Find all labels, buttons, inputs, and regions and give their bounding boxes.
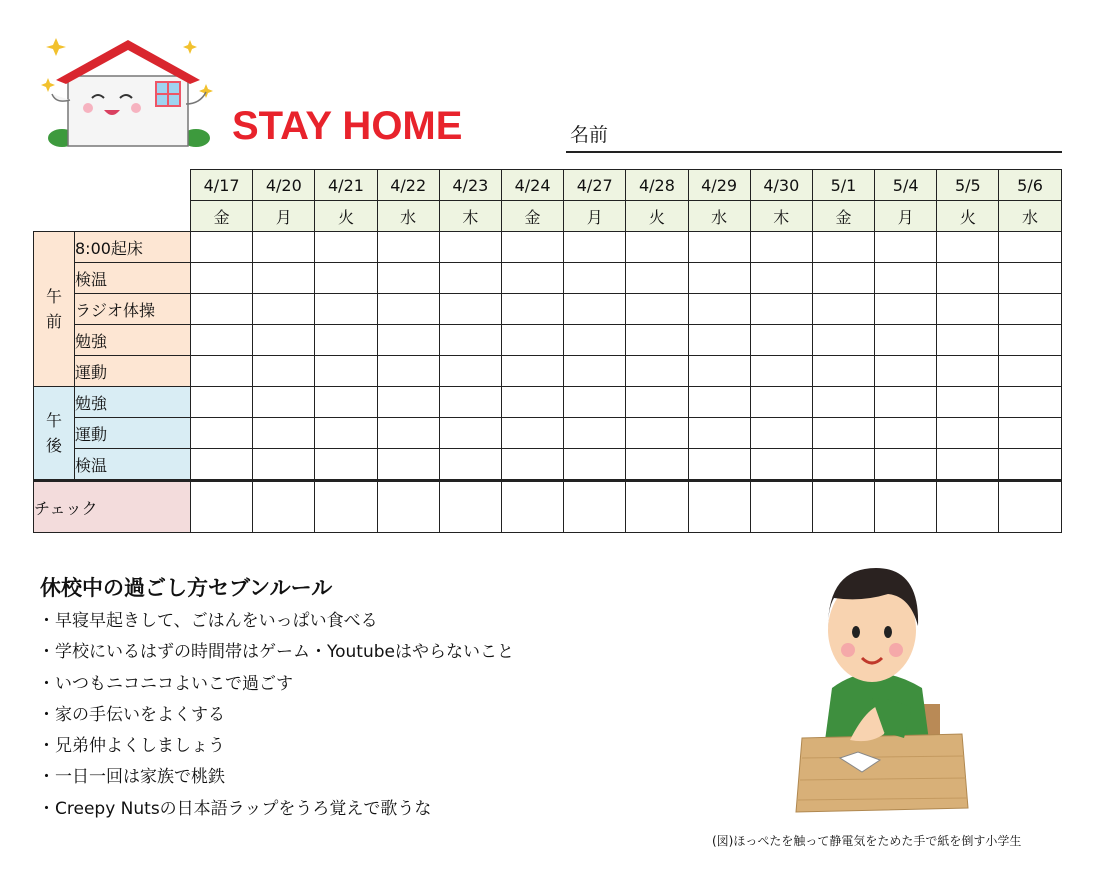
check-cell[interactable] bbox=[688, 294, 750, 325]
check-cell[interactable] bbox=[315, 387, 377, 418]
check-cell[interactable] bbox=[875, 449, 937, 481]
check-cell[interactable] bbox=[688, 325, 750, 356]
date-header: 4/24 bbox=[501, 170, 563, 201]
check-cell[interactable] bbox=[501, 232, 563, 263]
check-cell[interactable] bbox=[439, 418, 501, 449]
day-header: 水 bbox=[377, 201, 439, 232]
activity-label: 勉強 bbox=[75, 325, 191, 356]
date-header: 4/27 bbox=[564, 170, 626, 201]
check-cell[interactable] bbox=[937, 325, 999, 356]
check-cell[interactable] bbox=[812, 449, 874, 481]
activity-label: 勉強 bbox=[75, 387, 191, 418]
day-header: 金 bbox=[501, 201, 563, 232]
check-cell[interactable] bbox=[501, 356, 563, 387]
day-header: 月 bbox=[253, 201, 315, 232]
check-cell[interactable] bbox=[377, 449, 439, 481]
check-cell[interactable] bbox=[688, 481, 750, 533]
check-cell[interactable] bbox=[191, 232, 253, 263]
header-blank bbox=[34, 201, 191, 232]
check-cell[interactable] bbox=[750, 481, 812, 533]
check-cell[interactable] bbox=[564, 263, 626, 294]
date-header: 5/1 bbox=[812, 170, 874, 201]
date-header: 4/29 bbox=[688, 170, 750, 201]
morning-row bbox=[34, 232, 1062, 263]
check-cell[interactable] bbox=[875, 325, 937, 356]
check-cell[interactable] bbox=[501, 294, 563, 325]
check-cell[interactable] bbox=[191, 356, 253, 387]
check-cell[interactable] bbox=[875, 232, 937, 263]
check-cell[interactable] bbox=[875, 356, 937, 387]
check-cell[interactable] bbox=[253, 481, 315, 533]
check-cell[interactable] bbox=[315, 232, 377, 263]
check-cell[interactable] bbox=[688, 356, 750, 387]
check-cell[interactable] bbox=[812, 481, 874, 533]
check-cell[interactable] bbox=[501, 325, 563, 356]
name-field-line[interactable] bbox=[566, 151, 1062, 153]
check-cell[interactable] bbox=[812, 263, 874, 294]
check-cell[interactable] bbox=[688, 387, 750, 418]
check-cell[interactable] bbox=[750, 294, 812, 325]
check-cell[interactable] bbox=[626, 387, 688, 418]
check-cell[interactable] bbox=[750, 418, 812, 449]
check-cell[interactable] bbox=[626, 481, 688, 533]
check-cell[interactable] bbox=[377, 481, 439, 533]
check-cell[interactable] bbox=[253, 387, 315, 418]
check-cell[interactable] bbox=[501, 418, 563, 449]
check-cell[interactable] bbox=[626, 325, 688, 356]
check-cell[interactable] bbox=[253, 356, 315, 387]
check-label: チェック bbox=[34, 481, 191, 533]
activity-label: 8:00起床 bbox=[75, 232, 191, 263]
check-cell[interactable] bbox=[501, 449, 563, 481]
afternoon-row bbox=[34, 449, 1062, 481]
check-cell[interactable] bbox=[191, 449, 253, 481]
check-cell[interactable] bbox=[377, 325, 439, 356]
rule-item: ・Creepy Nutsの日本語ラップをうろ覚えで歌うな bbox=[38, 798, 432, 819]
check-cell[interactable] bbox=[999, 294, 1061, 325]
check-cell[interactable] bbox=[626, 449, 688, 481]
check-cell[interactable] bbox=[564, 232, 626, 263]
date-header: 4/22 bbox=[377, 170, 439, 201]
check-cell[interactable] bbox=[253, 232, 315, 263]
check-cell[interactable] bbox=[875, 418, 937, 449]
check-cell[interactable] bbox=[937, 294, 999, 325]
check-cell[interactable] bbox=[999, 263, 1061, 294]
check-cell[interactable] bbox=[564, 449, 626, 481]
check-cell[interactable] bbox=[377, 418, 439, 449]
check-cell[interactable] bbox=[937, 232, 999, 263]
header-blank bbox=[34, 170, 191, 201]
day-header: 木 bbox=[439, 201, 501, 232]
day-header: 月 bbox=[875, 201, 937, 232]
check-row bbox=[34, 481, 1062, 533]
check-cell[interactable] bbox=[564, 356, 626, 387]
name-label: 名前 bbox=[570, 124, 609, 146]
rule-item: ・早寝早起きして、ごはんをいっぱい食べる bbox=[38, 611, 378, 631]
morning-label-text: 午前 bbox=[45, 287, 62, 331]
illustration-caption: (図)ほっぺたを触って静電気をためた手で紙を倒す小学生 bbox=[712, 834, 1022, 848]
check-cell[interactable] bbox=[999, 387, 1061, 418]
check-cell[interactable] bbox=[626, 263, 688, 294]
check-cell[interactable] bbox=[937, 387, 999, 418]
date-header: 4/28 bbox=[626, 170, 688, 201]
rule-item: ・一日一回は家族で桃鉄 bbox=[38, 767, 225, 788]
activity-label: 運動 bbox=[75, 356, 191, 387]
check-cell[interactable] bbox=[253, 325, 315, 356]
rule-item: ・家の手伝いをよくする bbox=[38, 704, 225, 725]
afternoon-row bbox=[34, 418, 1062, 449]
afternoon-label-text: 午後 bbox=[45, 411, 62, 455]
check-cell[interactable] bbox=[501, 387, 563, 418]
rule-item: ・学校にいるはずの時間帯はゲーム・Youtubeはやらないこと bbox=[38, 642, 514, 663]
check-cell[interactable] bbox=[626, 356, 688, 387]
check-cell[interactable] bbox=[812, 294, 874, 325]
date-header: 4/20 bbox=[253, 170, 315, 201]
check-cell[interactable] bbox=[999, 418, 1061, 449]
check-cell[interactable] bbox=[688, 263, 750, 294]
date-header: 5/5 bbox=[937, 170, 999, 201]
morning-row bbox=[34, 325, 1062, 356]
check-cell[interactable] bbox=[875, 294, 937, 325]
house-illustration bbox=[40, 34, 215, 149]
check-cell[interactable] bbox=[688, 449, 750, 481]
check-cell[interactable] bbox=[377, 294, 439, 325]
day-header: 火 bbox=[315, 201, 377, 232]
date-header: 4/21 bbox=[315, 170, 377, 201]
check-cell[interactable] bbox=[501, 481, 563, 533]
check-cell[interactable] bbox=[937, 418, 999, 449]
check-cell[interactable] bbox=[253, 294, 315, 325]
check-cell[interactable] bbox=[564, 418, 626, 449]
date-header: 5/4 bbox=[875, 170, 937, 201]
day-header: 火 bbox=[626, 201, 688, 232]
boy-illustration bbox=[792, 558, 972, 818]
check-cell[interactable] bbox=[564, 294, 626, 325]
check-cell[interactable] bbox=[315, 294, 377, 325]
check-cell[interactable] bbox=[999, 449, 1061, 481]
check-cell[interactable] bbox=[812, 387, 874, 418]
check-cell[interactable] bbox=[626, 294, 688, 325]
activity-label: 検温 bbox=[75, 449, 191, 481]
check-cell[interactable] bbox=[439, 387, 501, 418]
check-cell[interactable] bbox=[999, 356, 1061, 387]
check-cell[interactable] bbox=[377, 263, 439, 294]
check-cell[interactable] bbox=[812, 356, 874, 387]
check-cell[interactable] bbox=[750, 387, 812, 418]
check-cell[interactable] bbox=[750, 449, 812, 481]
check-cell[interactable] bbox=[501, 263, 563, 294]
day-header: 水 bbox=[999, 201, 1061, 232]
check-cell[interactable] bbox=[937, 449, 999, 481]
date-header: 4/17 bbox=[191, 170, 253, 201]
check-cell[interactable] bbox=[315, 325, 377, 356]
schedule-table bbox=[33, 169, 1062, 533]
check-cell[interactable] bbox=[191, 418, 253, 449]
check-cell[interactable] bbox=[191, 481, 253, 533]
check-cell[interactable] bbox=[812, 325, 874, 356]
check-cell[interactable] bbox=[750, 263, 812, 294]
check-cell[interactable] bbox=[315, 418, 377, 449]
morning-row bbox=[34, 356, 1062, 387]
rules-list bbox=[38, 606, 514, 825]
day-header: 火 bbox=[937, 201, 999, 232]
check-cell[interactable] bbox=[875, 263, 937, 294]
check-cell[interactable] bbox=[253, 449, 315, 481]
check-cell[interactable] bbox=[937, 481, 999, 533]
check-cell[interactable] bbox=[315, 481, 377, 533]
check-cell[interactable] bbox=[937, 356, 999, 387]
morning-period-label bbox=[34, 232, 75, 387]
check-cell[interactable] bbox=[999, 481, 1061, 533]
check-cell[interactable] bbox=[564, 325, 626, 356]
date-header: 5/6 bbox=[999, 170, 1061, 201]
check-cell[interactable] bbox=[999, 232, 1061, 263]
activity-label: 運動 bbox=[75, 418, 191, 449]
check-cell[interactable] bbox=[377, 387, 439, 418]
check-cell[interactable] bbox=[812, 418, 874, 449]
morning-row bbox=[34, 263, 1062, 294]
check-cell[interactable] bbox=[439, 294, 501, 325]
morning-row bbox=[34, 294, 1062, 325]
day-header: 金 bbox=[812, 201, 874, 232]
check-cell[interactable] bbox=[315, 449, 377, 481]
day-header-row bbox=[34, 201, 1062, 232]
activity-label: ラジオ体操 bbox=[75, 294, 191, 325]
afternoon-row bbox=[34, 387, 1062, 418]
check-cell[interactable] bbox=[688, 232, 750, 263]
rules-title: 休校中の過ごし方セブンルール bbox=[40, 576, 333, 600]
check-cell[interactable] bbox=[875, 481, 937, 533]
check-cell[interactable] bbox=[875, 387, 937, 418]
afternoon-period-label bbox=[34, 387, 75, 481]
check-cell[interactable] bbox=[564, 387, 626, 418]
check-cell[interactable] bbox=[626, 232, 688, 263]
check-cell[interactable] bbox=[750, 232, 812, 263]
check-cell[interactable] bbox=[439, 356, 501, 387]
check-cell[interactable] bbox=[937, 263, 999, 294]
check-cell[interactable] bbox=[812, 232, 874, 263]
check-cell[interactable] bbox=[191, 294, 253, 325]
check-cell[interactable] bbox=[750, 325, 812, 356]
check-cell[interactable] bbox=[439, 449, 501, 481]
check-cell[interactable] bbox=[253, 263, 315, 294]
day-header: 月 bbox=[564, 201, 626, 232]
check-cell[interactable] bbox=[999, 325, 1061, 356]
rule-item: ・兄弟仲よくしましょう bbox=[38, 736, 225, 757]
check-cell[interactable] bbox=[253, 418, 315, 449]
day-header: 木 bbox=[750, 201, 812, 232]
check-cell[interactable] bbox=[315, 356, 377, 387]
check-cell[interactable] bbox=[439, 232, 501, 263]
check-cell[interactable] bbox=[191, 263, 253, 294]
page-title: STAY HOME bbox=[232, 104, 463, 148]
check-cell[interactable] bbox=[377, 232, 439, 263]
check-cell[interactable] bbox=[191, 387, 253, 418]
check-cell[interactable] bbox=[377, 356, 439, 387]
day-header: 水 bbox=[688, 201, 750, 232]
date-header: 4/30 bbox=[750, 170, 812, 201]
check-cell[interactable] bbox=[564, 481, 626, 533]
check-cell[interactable] bbox=[688, 418, 750, 449]
check-cell[interactable] bbox=[315, 263, 377, 294]
activity-label: 検温 bbox=[75, 263, 191, 294]
rule-item: ・いつもニコニコよいこで過ごす bbox=[38, 673, 293, 694]
check-cell[interactable] bbox=[750, 356, 812, 387]
check-cell[interactable] bbox=[439, 263, 501, 294]
check-cell[interactable] bbox=[439, 481, 501, 533]
check-cell[interactable] bbox=[439, 325, 501, 356]
check-cell[interactable] bbox=[191, 325, 253, 356]
day-header: 金 bbox=[191, 201, 253, 232]
date-header-row bbox=[34, 170, 1062, 201]
date-header: 4/23 bbox=[439, 170, 501, 201]
check-cell[interactable] bbox=[626, 418, 688, 449]
